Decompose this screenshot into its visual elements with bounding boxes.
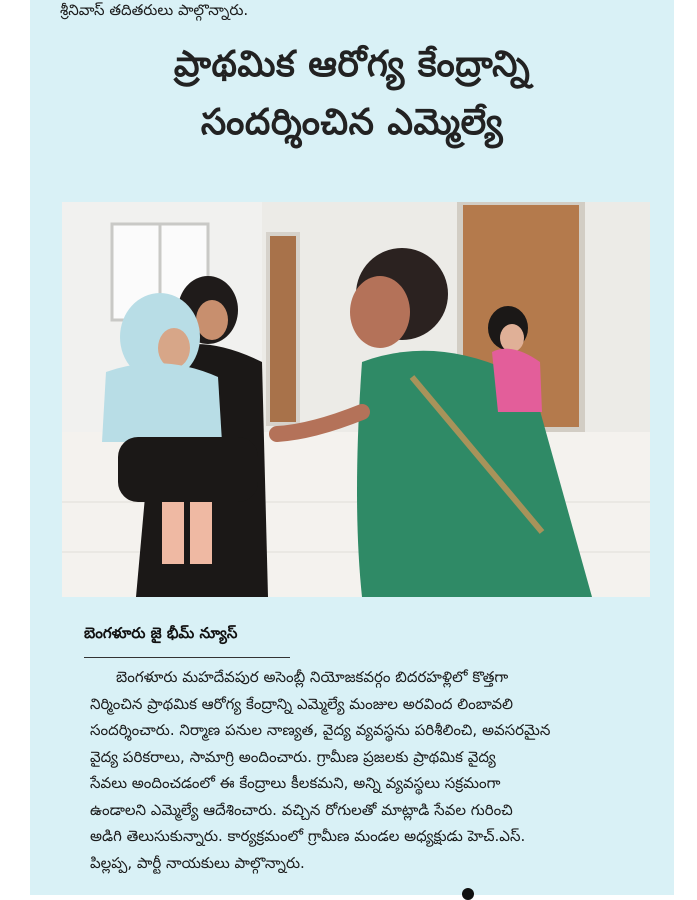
article-body (90, 664, 642, 876)
body-line-7: అడిగి తెలుసుకున్నారు. కార్యక్రమంలో గ్రామీణ మండల అధ్యక్షుడు హెచ్.ఎస్. (90, 827, 526, 845)
body-line-8: పిల్లప్ప, పార్టీ నాయకులు పాల్గొన్నారు. (90, 853, 305, 872)
article-photo (62, 202, 650, 597)
body-line-6: ఉండాలని ఎమ్మెల్యే ఆదేశించారు. వచ్చిన రోగులతో మాట్లాడి సేవల గురించి (90, 800, 513, 819)
page-bullet-dot (462, 888, 474, 900)
girl-face (500, 324, 524, 352)
child-face (158, 328, 190, 368)
body-line-4: వైద్య పరికరాలు, సామాగ్రి అందించారు. గ్రామీణ ప్రజలకు ప్రాథమిక వైద్య (90, 747, 496, 766)
child-leg (162, 502, 184, 564)
body-line-5: సేవలు అందించడంలో ఈ కేంద్రాలు కీలకమని, అన్ని వ్యవస్థలు సక్రమంగా (90, 774, 501, 792)
headline-line-2: సందర్శించిన ఎమ్మెల్యే (200, 102, 504, 143)
woman-face (196, 300, 228, 340)
body-line-2: నిర్మించిన ప్రాథమిక ఆరోగ్య కేంద్రాన్ని ఎమ్మెల్యే మంజుల అరవింద లింబావలి (90, 694, 513, 713)
child-black-top (118, 437, 258, 502)
mla-face (350, 276, 410, 348)
photo-illustration (62, 202, 650, 597)
byline-rule (84, 657, 290, 658)
body-line-3: సందర్శించారు. నిర్మాణ పనుల నాణ్యత, వైద్య వ్యవస్థను పరిశీలించి, అవసరమైన (90, 721, 551, 739)
body-line-1: బెంగళూరు మహదేవపుర అసెంబ్లీ నియోజకవర్గం బిదరహళ్లిలో కొత్తగా (116, 668, 509, 686)
previous-article-fragment: శ్రీనివాస్ తదితరులు పాల్గొన్నారు. (60, 1, 249, 19)
headline-line-1: ప్రాథమిక ఆరోగ్య కేంద్రాన్ని (173, 44, 531, 85)
article-headline (36, 36, 668, 152)
child-blue-scarf (102, 363, 222, 442)
child-leg (190, 502, 212, 564)
far-door (268, 234, 298, 424)
byline: బెంగళూరు జై భీమ్ న్యూస్ (84, 624, 238, 642)
